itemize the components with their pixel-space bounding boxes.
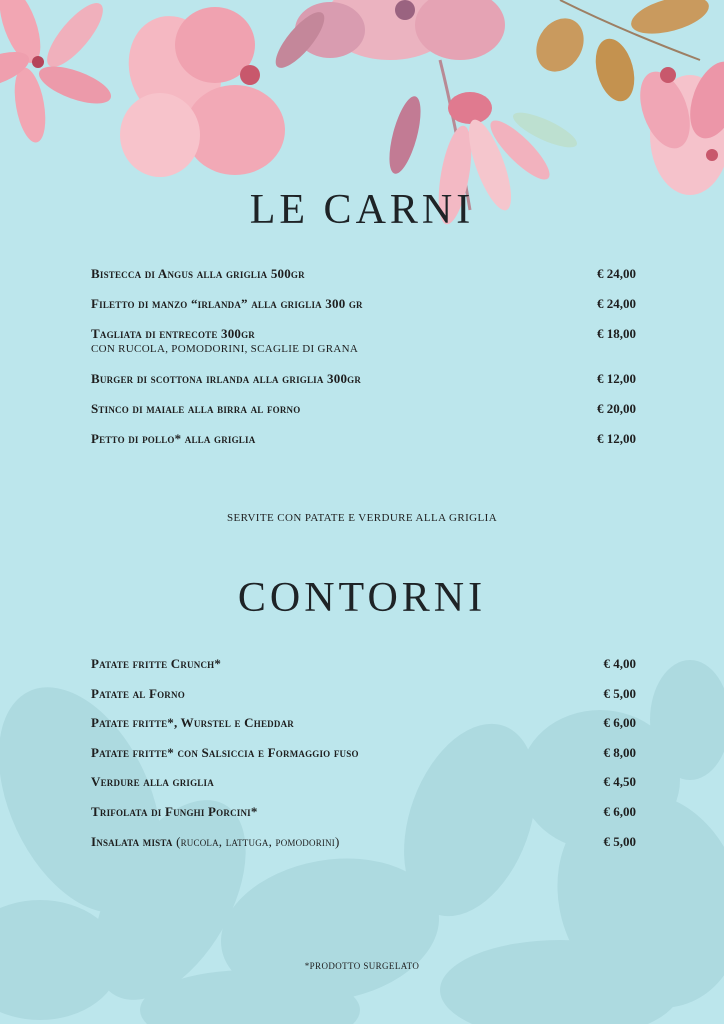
menu-item <box>91 834 636 850</box>
flower-top-center <box>295 0 505 60</box>
item-price: € 24,00 <box>597 296 636 311</box>
item-price: € 5,00 <box>603 686 636 701</box>
flower-top-right <box>631 55 724 195</box>
item-price: € 24,00 <box>597 266 636 281</box>
item-price: € 6,00 <box>603 804 636 819</box>
menu-item <box>91 686 636 702</box>
item-price: € 12,00 <box>597 371 636 386</box>
item-name: Petto di pollo* alla griglia <box>91 431 256 446</box>
item-name: Insalata mista (rucola, lattuga, pomodorini) <box>91 834 340 849</box>
item-price: € 6,00 <box>603 715 636 730</box>
item-name: Stinco di maiale alla birra al forno <box>91 401 301 416</box>
menu-item <box>91 401 636 417</box>
item-price: € 12,00 <box>597 431 636 446</box>
item-name: Filetto di manzo “irlanda” alla griglia 300 gr <box>91 296 363 311</box>
menu-item <box>91 371 636 387</box>
menu-item <box>91 266 636 282</box>
flower-top-left <box>0 0 115 145</box>
item-name: Burger di scottona irlanda alla griglia 300gr <box>91 371 362 386</box>
item-price: € 20,00 <box>597 401 636 416</box>
item-price: € 18,00 <box>597 326 636 341</box>
frozen-product-footnote: *PRODOTTO SURGELATO <box>304 961 420 971</box>
item-price: € 5,00 <box>603 834 636 849</box>
item-name: Trifolata di Funghi Porcini* <box>91 804 258 819</box>
item-name: Tagliata di entrecote 300gr <box>91 326 256 341</box>
section-title-carni: LE CARNI <box>249 187 475 233</box>
item-price: € 4,50 <box>603 774 636 789</box>
item-name: Patate fritte* con Salsiccia e Formaggio fuso <box>91 745 359 760</box>
menu-item <box>91 774 636 790</box>
item-name: Verdure alla griglia <box>91 774 214 789</box>
menu-item <box>91 431 636 447</box>
item-name: Patate al Forno <box>91 686 185 701</box>
section-title-contorni: CONTORNI <box>237 575 487 621</box>
menu-item <box>91 804 636 820</box>
menu-item <box>91 296 636 312</box>
flower-big-pink <box>114 3 285 177</box>
menu-item <box>91 745 636 761</box>
served-with-note: SERVITE CON PATATE E VERDURE ALLA GRIGLIA <box>226 512 498 524</box>
item-name: Bistecca di Angus alla griglia 500gr <box>91 266 305 281</box>
menu-item <box>91 656 636 672</box>
item-name: Patate fritte*, Wurstel e Cheddar <box>91 715 294 730</box>
item-name: Patate fritte Crunch* <box>91 656 222 671</box>
item-price: € 4,00 <box>603 656 636 671</box>
menu-item <box>91 715 636 731</box>
item-description: CON RUCOLA, POMODORINI, SCAGLIE DI GRANA <box>91 343 359 355</box>
menu-item <box>91 326 636 356</box>
item-price: € 8,00 <box>603 745 636 760</box>
